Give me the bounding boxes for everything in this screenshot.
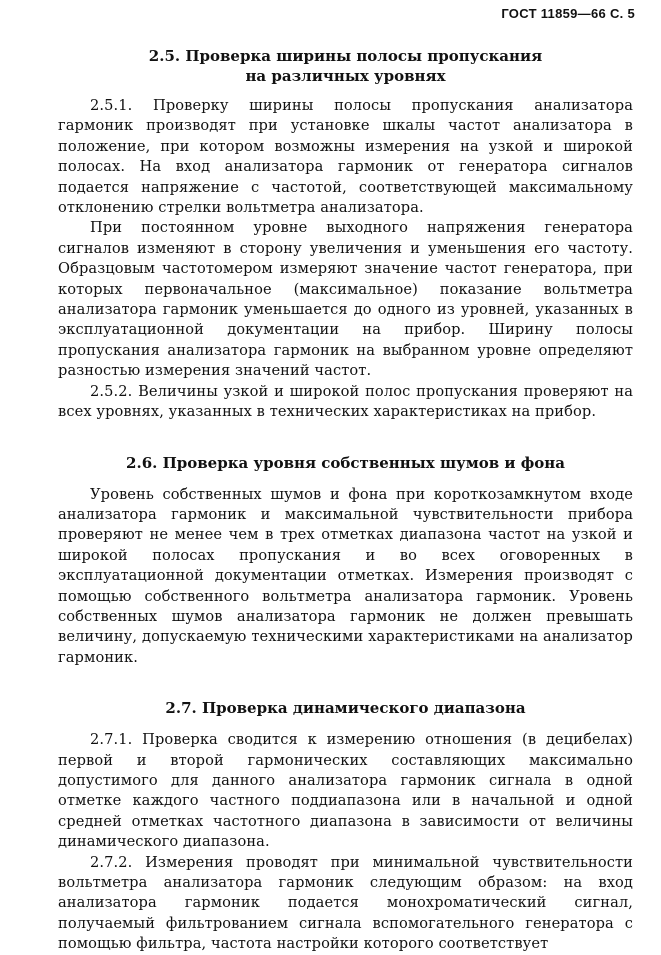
paragraph-2-6: Уровень собственных шумов и фона при короткозамкнутом входе анализатора гармоник и максимальной чувствительности прибора проверяют не менее чем в трех отметках диапазона частот на узкой и широкой полосах пропускания и во всех оговоренных в эксплуатационной документации отметках. Измерения производят с помощью собственного вольтметра анализатора гармоник. Уровень собственных шумов анализатора гармоник не должен превышать величину, допускаемую техническими характеристиками на анализатор гармоник. [58,485,633,666]
section-2-5-heading-line1: 2.5. Проверка ширины полосы пропускания [148,47,543,65]
section-2-5-heading-line2: на различных уровнях [245,67,446,85]
paragraph-2-7-1: 2.7.1. Проверка сводится к измерению отношения (в децибелах) первой и второй гармонических составляющих максимально допустимого для данного анализатора гармоник сигнала в одной отметке каждого частного поддиапазона или в начальной и одной средней отметках частотного диапазона в зависимости от величины динамического диапазона. [58,731,633,851]
section-2-5-heading [58,46,633,86]
section-2-6-heading: 2.6. Проверка уровня собственных шумов и фона [126,453,565,472]
document-body [58,40,633,955]
paragraph-2-5-1: 2.5.1. Проверку ширины полосы пропускания анализатора гармоник производят при установке шкалы частот анализатора в положение, при котором возможны измерения на узкой и широкой полосах. На вход анализатора гармоник от генератора сигналов подается напряжение с частотой, соответствующей максимальному отклонению стрелки вольтметра анализатора. [58,97,633,217]
page-header: ГОСТ 11859—66 С. 5 [501,6,635,21]
paragraph-2-5-2: 2.5.2. Величины узкой и широкой полос пропускания проверяют на всех уровнях, указанных в технических характеристиках на прибор. [58,382,633,421]
paragraph-2-7-2: 2.7.2. Измерения проводят при минимальной чувствительности вольтметра анализатора гармоник следующим образом: на вход анализатора гармоник подается монохроматический сигнал, получаемый фильтрованием сигнала вспомогательного генератора с помощью фильтра, частота настройки которого соответствует [58,853,633,953]
section-2-7-heading: 2.7. Проверка динамического диапазона [165,699,526,718]
paragraph-2-5-1-cont: При постоянном уровне выходного напряжения генератора сигналов изменяют в сторону увеличения и уменьшения его частоту. Образцовым частотомером измеряют значение частот генератора, при которых первоначальное (максимальное) показание вольтметра анализатора гармоник уменьшается до одного из уровней, указанных в эксплуатационной документации на прибор. Ширину полосы пропускания анализатора гармоник на выбранном уровне определяют разностью измерения значений частот. [58,219,633,380]
